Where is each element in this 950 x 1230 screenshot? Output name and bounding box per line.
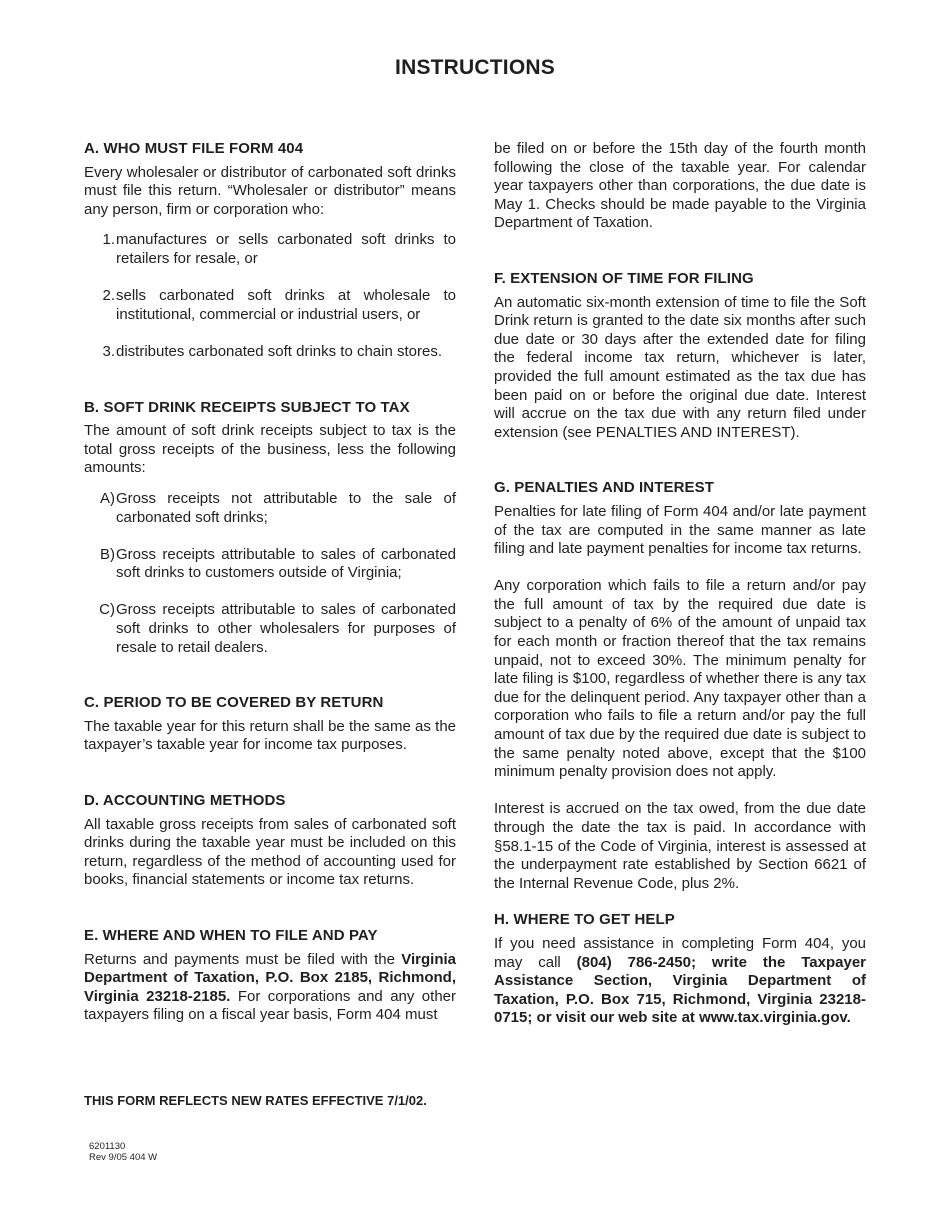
form-identifier: [89, 1141, 157, 1163]
section-heading: A. WHO MUST FILE FORM 404: [84, 140, 304, 157]
section-body: [84, 951, 456, 1025]
section-body: An automatic six-month extension of time to file the Soft Drink return is granted to the date six months after such due date or 30 days after the extended date for filing the federal income tax return, whichever is later, provided the full amount estimated as the tax due has been paid on or before the original due date. Interest will accrue on the tax due with any return filed under extension (see PENALTIES AND INTEREST).: [494, 293, 866, 441]
section-where-to-get-help: [494, 911, 866, 1028]
list-marker: A): [100, 489, 115, 507]
list-item: [84, 343, 456, 362]
filer-criteria-list: [84, 231, 456, 361]
list-item: [84, 546, 456, 583]
section-heading: E. WHERE AND WHEN TO FILE AND PAY: [84, 927, 378, 944]
section-heading: H. WHERE TO GET HELP: [494, 911, 675, 929]
section-receipts-subject-to-tax: [84, 399, 456, 658]
list-marker: B): [100, 545, 115, 563]
list-marker: 2.: [102, 287, 115, 305]
section-body-continued: be filed on or before the 15th day of the fourth month following the close of the taxable year. For calendar year taxpayers other than corporations, the due date is May 1. Checks should be made payable to the Virginia Department of Taxation.: [494, 140, 866, 232]
section-penalties-interest: [494, 479, 866, 893]
left-column: [84, 140, 456, 1025]
contact-info: (804) 786-2450; write the Taxpayer Assistance Section, Virginia Department of Taxation, P.O. Box 715, Richmond, Virginia 23218-0715; or visit our web site at www.tax.virginia.gov.: [494, 953, 866, 1027]
section-intro: Every wholesaler or distributor of carbonated soft drinks must file this return. “Wholesaler or distributor” means any person, firm or corporation who:: [84, 163, 456, 218]
section-accounting-methods: [84, 792, 456, 890]
section-body: All taxable gross receipts from sales of carbonated soft drinks during the taxable year must be included on this return, regardless of the method of accounting used for books, financial statements or income tax returns.: [84, 815, 456, 889]
list-item: [84, 601, 456, 657]
list-text: distributes carbonated soft drinks to chain stores.: [116, 342, 443, 360]
page-title: INSTRUCTIONS: [395, 56, 555, 79]
section-heading: G. PENALTIES AND INTEREST: [494, 479, 715, 497]
right-column: [494, 140, 866, 1028]
list-item: [84, 231, 456, 268]
list-text: Gross receipts attributable to sales of carbonated soft drinks to customers outside of Virginia;: [116, 545, 456, 582]
list-marker: 1.: [102, 231, 115, 249]
section-heading: B. SOFT DRINK RECEIPTS SUBJECT TO TAX: [84, 398, 410, 416]
list-marker: 3.: [102, 342, 115, 360]
list-item: [84, 490, 456, 527]
section-where-when-to-file: [84, 927, 456, 1025]
revision-label: Rev 9/05 404 W: [89, 1152, 158, 1163]
body-text: If you need assistance in completing Form 404, you may call: [494, 934, 866, 971]
list-text: Gross receipts attributable to sales of carbonated soft drinks to other wholesalers for purposes of resale to retail dealers.: [116, 601, 456, 656]
section-heading: F. EXTENSION OF TIME FOR FILING: [494, 269, 754, 287]
section-paragraph: Penalties for late filing of Form 404 and/or late payment of the tax are computed in the same manner as late filing and late payment penalties for income tax returns.: [494, 502, 866, 558]
section-heading: C. PERIOD TO BE COVERED BY RETURN: [84, 694, 384, 712]
rates-effective-note: THIS FORM REFLECTS NEW RATES EFFECTIVE 7/1/02.: [84, 1093, 427, 1108]
list-marker: C): [99, 601, 115, 619]
section-period-covered: [84, 694, 456, 755]
section-who-must-file: [84, 140, 456, 362]
body-text: For corporations and any other taxpayers filing on a fiscal year basis, Form 404 must: [84, 987, 456, 1024]
section-body: [494, 935, 866, 1028]
mailing-address: Virginia Department of Taxation, P.O. Box 2185, Richmond, Virginia 23218-2185.: [84, 950, 456, 1005]
section-paragraph: Any corporation which fails to file a return and/or pay the full amount of tax by the required due date is subject to a penalty of 6% of the amount of unpaid tax for each month or fraction thereof that the tax remains unpaid, not to exceed 30%. The minimum penalty for late filing is $100, regardless of whether there is any tax due for the delinquent period. Any taxpayer other than a corporation who fails to file a return and/or pay the full amount of tax due by the required due date is subject to the same penalty noted above, except that the $100 minimum penalty provision does not apply.: [494, 577, 866, 781]
form-number: 6201130: [89, 1141, 126, 1152]
section-heading: D. ACCOUNTING METHODS: [84, 792, 286, 810]
list-text: sells carbonated soft drinks at wholesale to institutional, commercial or industrial users, or: [116, 287, 456, 323]
section-intro: The amount of soft drink receipts subject to tax is the total gross receipts of the business, less the following amounts:: [84, 422, 456, 477]
section-extension: [494, 270, 866, 442]
exclusions-list: [84, 490, 456, 657]
body-text: Returns and payments must be filed with the: [84, 950, 402, 968]
list-text: Gross receipts not attributable to the sale of carbonated soft drinks;: [116, 489, 456, 526]
list-text: manufactures or sells carbonated soft drinks to retailers for resale, or: [116, 231, 456, 267]
section-where-when-to-file-continued: [494, 140, 866, 233]
section-paragraph: Interest is accrued on the tax owed, from the due date through the date the tax is paid. In accordance with §58.1-15 of the Code of Virginia, interest is assessed at the underpayment rate established by Section 6621 of the Internal Revenue Code, plus 2%.: [494, 800, 866, 892]
section-body: The taxable year for this return shall be the same as the taxpayer’s taxable year for income tax purposes.: [84, 717, 456, 754]
list-item: [84, 287, 456, 324]
